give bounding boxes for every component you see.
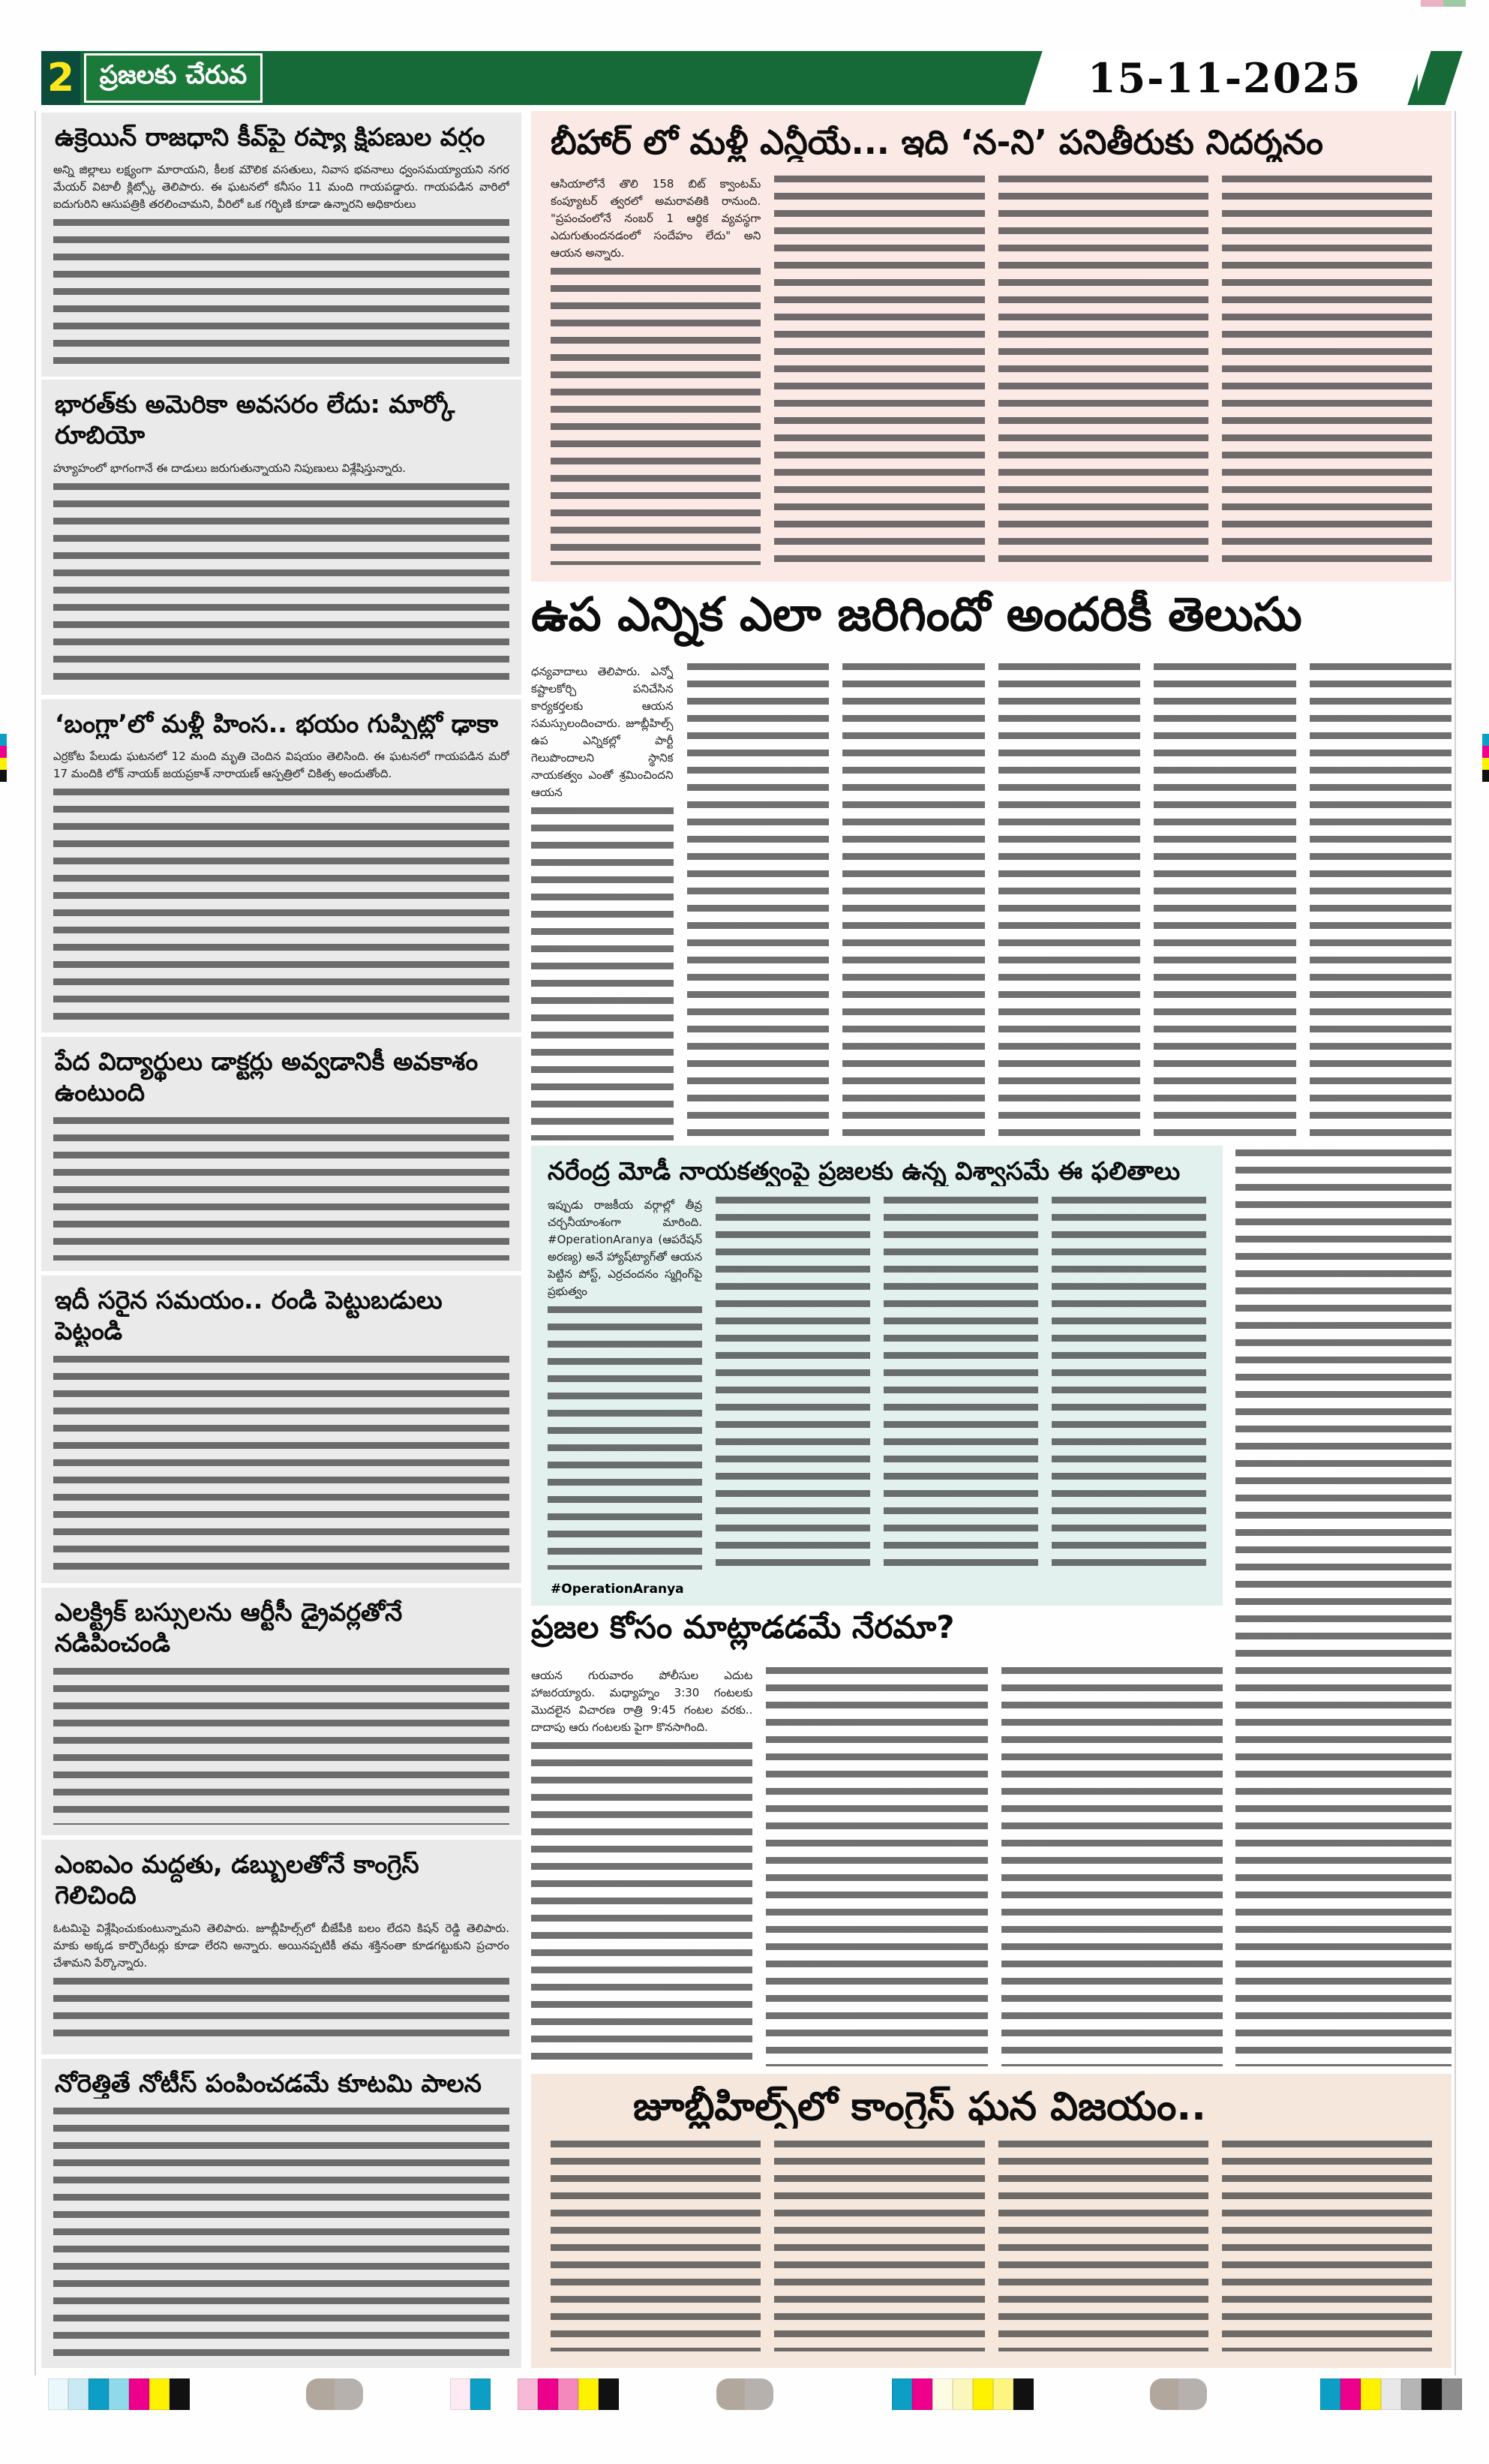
article-text-block [998,2141,1208,2351]
article-headline: జూబ్లీహిల్స్‌లో కాంగ్రెస్ ఘన విజయం.. [633,2086,1206,2129]
text-column [1222,176,1432,565]
left-page-rule [35,111,36,2375]
print-color-bar [1320,2378,1462,2410]
text-column [1001,1667,1223,2066]
article-body [53,460,509,685]
text-column [766,1667,987,2066]
article-text-block [551,2141,761,2351]
print-edge-marks-left [0,734,7,782]
article-text-block [53,1978,509,2045]
article-headline: నరేంద్ర మోడీ నాయకత్వంపై ప్రజలకు ఉన్న విశ్వాసమే ఈ ఫలితాలు [548,1156,1181,1185]
article-headline: ఎలక్ట్రిక్ బస్సులను ఆర్టీసీ డ్రైవర్లతోనే నడిపించండి [55,1597,403,1658]
article-excerpt: ఆసియాలోనే తొలి 158 బిట్ క్వాంటమ్ కంప్యూటర్ త్వరలో అమరావతికి రానుంది. "ప్రపంచంలోనే నంబర్ 1 ఆర్థిక వ్యవస్థగా ఎదుగుతుందనడంలో సందేహం లేదు" అని ఆయన అన్నారు. [551,176,761,260]
article-columns [551,176,1432,565]
article-notice-coalition-rule [41,2059,521,2368]
article-speaking-for-people-body [531,1667,1223,2066]
text-column [1052,1197,1206,1570]
article-poor-students-doctors [41,1037,521,1271]
text-column [774,176,984,565]
text-column [531,1667,752,2066]
article-text-block [1222,176,1432,565]
article-bangla-violence [41,699,521,1032]
article-body [53,748,509,1022]
print-color-bar [450,2378,491,2410]
article-invest-now [41,1276,521,1583]
text-column [842,663,985,1140]
print-corner-marks [1421,0,1466,7]
text-column [998,176,1208,565]
article-body [53,161,509,366]
article-columns [531,1667,1223,2066]
article-headline: ఎంఐఎం మద్దతు, డబ్బులతోనే కాంగ్రెస్ గెలిచింది [55,1850,419,1910]
print-registration-blob [306,2378,363,2410]
print-registration-blob [1150,2378,1207,2410]
masthead-title: ప్రజలకు చేరువ [84,53,263,103]
article-columns [551,2141,1432,2351]
article-text-block [53,1668,509,1825]
article-bihar-nda-box [531,111,1451,581]
article-excerpt: ఇప్పుడు రాజకీయ వర్గాల్లో తీవ్ర చర్చనీయాంశంగా మారింది. #OperationAranya (ఆపరేషన్ అరణ్య) అనే హ్యాష్‌ట్యాగ్‌తో ఆయన పెట్టిన పోస్ట్, ఎర్రచందనం స్మగ్లింగ్‌పై ప్రభుత్వం [548,1197,702,1298]
article-text-block [842,663,985,1140]
article-headline: ఇదీ సరైన సమయం.. రండి పెట్టుబడులు పెట్టండి [55,1285,443,1346]
article-excerpt: అన్ని జిల్లాలు లక్ష్యంగా మారాయని, కీలక మౌలిక వసతులు, నివాస భవనాలు ధ్వంసమయ్యాయని నగర మేయర్ విటాలీ క్లిట్స్కో తెలిపారు. ఈ ఘటనలో కనీసం 11 మంది గాయపడ్డారు. గాయపడిన వారిలో ఐదుగురిని ఆసుపత్రికి తరలించామని, వీరిలో ఒక గర్భిణి కూడా ఉన్నారని అధికారులు [53,163,509,212]
article-text-block [998,663,1141,1140]
print-edge-marks-right [1482,734,1489,782]
article-text-block [53,483,509,685]
right-page-rule [1454,111,1456,2375]
text-column [1222,2141,1432,2351]
text-column [1310,663,1452,1140]
article-excerpt: ఆయన గురువారం పోలీసుల ఎదుట హాజరయ్యారు. మధ్యాహ్నం 3:30 గంటలకు మొదలైన విచారణ రాత్రి 9:45 గంటల వరకు.. దాదాపు ఆరు గంటలకు పైగా కొనసాగింది. [531,1669,753,1734]
hashtag-operation-aranya: #OperationAranya [551,1582,684,1597]
text-column [884,1197,1038,1570]
article-text-block [531,807,674,1140]
article-headline: ఉక్రెయిన్ రాజధాని కీవ్‌పై రష్యా క్షిపణుల వర్షం [55,122,485,152]
article-text-block [774,176,984,565]
article-text-block [884,1197,1038,1570]
article-text-block [766,1667,987,2066]
page-number: 2 [41,51,80,105]
article-text-block [1310,663,1452,1140]
article-text-block [53,1117,509,1261]
article-headline-speaking-for-people: ప్రజల కోసం మాట్లాడడమే నేరమా? [531,1610,955,1645]
article-text-block [531,1742,752,2066]
article-modi-leadership-box [531,1146,1223,1606]
text-column [774,2141,984,2351]
article-text-block [53,1356,509,1573]
text-column [1154,663,1296,1140]
article-columns [531,663,1451,1140]
article-body [53,1668,509,1825]
print-registration-blob [716,2378,773,2410]
continuation-column [1235,1149,1451,2066]
text-column [687,663,830,1140]
text-column [531,663,674,1140]
article-text-block [548,1306,702,1570]
text-column [548,1197,702,1570]
article-headline: ‘బంగ్లా’లో మళ్లీ హింస.. భయం గుప్పిట్లో ఢాకా [55,709,498,738]
article-text-block [774,2141,984,2351]
article-excerpt: ఎర్రకోట పేలుడు ఘటనలో 12 మంది మృతి చెందిన విషయం తెలిసింది. ఈ ఘటనలో గాయపడిన మరో 17 మందికి లోక్ నాయక్ జయప్రకాశ్ నారాయణ్ ఆస్పత్రిలో చికిత్స అందుతోంది. [53,750,509,781]
article-headline: బీహార్ లో మళ్లీ ఎన్డీయే... ఇది ‘న-ని’ పనితీరుకు నిదర్శనం [551,123,1323,162]
date-banner [1025,51,1424,105]
article-electric-buses [41,1588,521,1835]
text-column [998,663,1141,1140]
article-text-block [1052,1197,1206,1570]
text-column [998,2141,1208,2351]
text-column [551,176,761,565]
article-text-block [1235,1149,1451,2066]
article-text-block [687,663,830,1140]
article-headline: పేద విద్యార్థులు డాక్టర్లు అవ్వడానికీ అవకాశం ఉంటుంది [55,1047,479,1107]
article-mim-support-congress [41,1840,521,2054]
article-body [53,2108,509,2357]
print-color-bar [518,2378,619,2410]
article-columns [548,1197,1206,1570]
article-excerpt: హ్యూహంలో భాగంగానే ఈ దాడులు జరుగుతున్నాయని నిపుణులు విశ్లేషిస్తున్నారు. [53,461,407,475]
article-headline: భారత్‌కు అమెరికా అవసరం లేదు: మార్కో రూబియో [55,389,455,450]
text-column [551,2141,761,2351]
article-byelection-body [531,663,1451,1140]
article-body [53,1117,509,1261]
article-body [53,1356,509,1573]
article-body [53,1920,509,2045]
article-excerpt: ఓటమిపై విశ్లేషించుకుంటున్నామని తెలిపారు. జూబ్లీహిల్స్‌లో బీజేపీకి బలం లేదని కిషన్ రెడ్డి తెలిపారు. మాకు అక్కడ కార్పొరేటర్లు కూడా లేరని అన్నారు. అయినప్పటికీ తమ శక్తినంతా కూడగట్టుకుని ప్రచారం చేశామని పేర్కొన్నారు. [53,1921,509,1970]
article-ukraine-missile-strike [41,113,521,377]
article-rubio-india [41,380,521,695]
article-text-block [1001,1667,1223,2066]
article-jubileehills-congress-box [531,2074,1451,2368]
article-text-block [53,2108,509,2357]
article-headline: నోరెత్తితే నోటీస్ పంపించడమే కూటమి పాలన [55,2069,482,2098]
article-text-block [551,268,761,565]
article-text-block [998,176,1208,565]
print-color-bar [48,2378,190,2410]
article-text-block [1154,663,1296,1140]
edition-date: 15-11-2025 [1088,54,1362,102]
article-text-block [1222,2141,1432,2351]
article-text-block [53,789,509,1022]
article-headline-byelection: ఉప ఎన్నిక ఎలా జరిగిందో అందరికీ తెలుసు [531,590,1302,642]
article-excerpt: ధన్యవాదాలు తెలిపారు. ఎన్నో కష్టాలకోర్చి పనిచేసిన కార్యకర్తలకు ఆయన సమస్సులందించారు. జూబ్లీహిల్స్ ఉప ఎన్నికల్లో పార్టీ గెలుపొందాలని స్థానిక నాయకత్వం ఎంతో శ్రమించిందని ఆయన [531,665,674,799]
article-text-block [716,1197,870,1570]
article-text-block [53,219,509,366]
text-column [716,1197,870,1570]
print-color-bar [892,2378,1034,2410]
